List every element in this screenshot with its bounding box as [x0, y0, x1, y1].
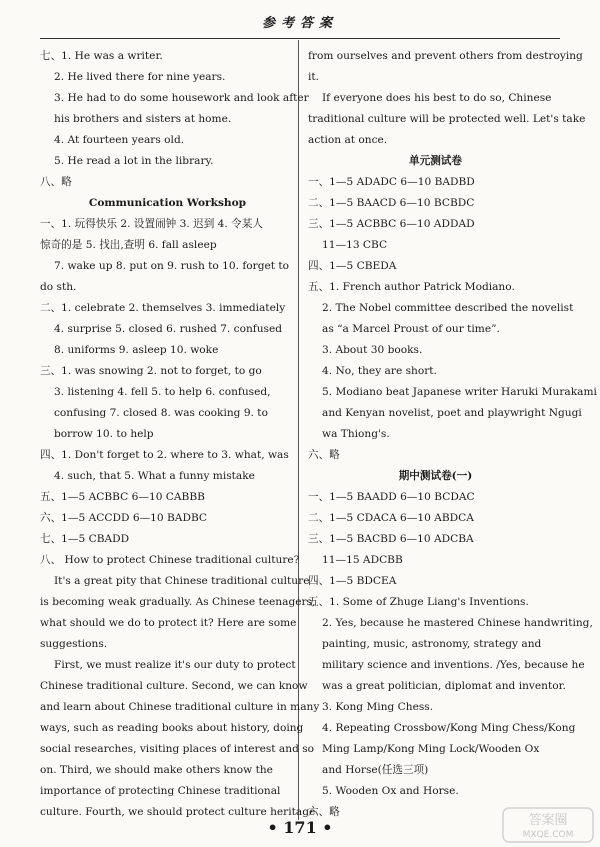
right-line: 3. Kong Ming Chess.: [322, 701, 434, 713]
left-line: suggestions.: [40, 638, 108, 650]
page-header: 参考答案: [261, 16, 338, 31]
left-line: 4. At fourteen years old.: [54, 134, 185, 146]
left-line: 五、1—5 ACBBC 6—10 CABBB: [40, 491, 205, 503]
left-line: 3. listening 4. fell 5. to help 6. confused,: [54, 386, 271, 398]
left-line: borrow 10. to help: [54, 428, 154, 440]
right-line: 六、略: [308, 806, 340, 818]
left-line: confusing 7. closed 8. was cooking 9. to: [54, 407, 268, 419]
right-line: traditional culture will be protected well. Let's take: [308, 113, 586, 125]
right-line: and Horse(任选三项): [322, 764, 429, 776]
left-line: 惊奇的是 5. 找出,查明 6. fall asleep: [40, 239, 217, 251]
right-line: 二、1—5 CDACA 6—10 ABDCA: [308, 512, 474, 524]
right-column: [308, 46, 597, 823]
right-line: 4. Repeating Crossbow/Kong Ming Chess/Kong: [322, 722, 576, 734]
left-line: 5. He read a lot in the library.: [54, 155, 214, 167]
left-line: his brothers and sisters at home.: [54, 113, 232, 125]
right-line: 一、1—5 BAADD 6—10 BCDAC: [308, 491, 475, 503]
left-line: 六、1—5 ACCDD 6—10 BADBC: [40, 512, 208, 524]
left-line: 4. such, that 5. What a funny mistake: [54, 470, 255, 482]
left-line: It's a great pity that Chinese traditional culture: [54, 575, 310, 587]
svg-text:答案圈: 答案圈: [528, 813, 568, 828]
left-line: 四、1. Don't forget to 2. where to 3. what, was: [40, 449, 289, 461]
right-line: 一、1—5 ADADC 6—10 BADBD: [308, 176, 475, 188]
right-line: from ourselves and prevent others from destroying: [308, 50, 583, 62]
left-line: and learn about Chinese traditional culture in many: [40, 701, 320, 713]
right-line: as “a Marcel Proust of our time”.: [322, 323, 500, 335]
right-line: 三、1—5 ACBBC 6—10 ADDAD: [308, 218, 475, 230]
right-line: 二、1—5 BAACD 6—10 BCBDC: [308, 197, 475, 209]
left-line: 3. He had to do some housework and look after: [54, 92, 309, 104]
watermark-logo: [502, 807, 594, 843]
right-line: 期中测试卷(一): [398, 470, 473, 482]
left-column: [40, 46, 320, 823]
right-line: 五、1. Some of Zhuge Liang's Inventions.: [308, 596, 529, 608]
left-line: 八、略: [40, 176, 72, 188]
left-line: 三、1. was snowing 2. not to forget, to go: [40, 365, 262, 377]
left-line: culture. Fourth, we should protect culture heritage: [40, 806, 316, 818]
left-line: 2. He lived there for nine years.: [54, 71, 226, 83]
left-line: do sth.: [40, 281, 77, 293]
right-line: 3. About 30 books.: [322, 344, 423, 356]
right-line: it.: [308, 71, 320, 83]
right-line: action at once.: [308, 134, 388, 146]
right-line: 四、1—5 CBEDA: [308, 260, 397, 272]
left-line: 7. wake up 8. put on 9. rush to 10. forget to: [54, 260, 290, 272]
left-line: is becoming weak gradually. As Chinese teenagers,: [40, 596, 316, 608]
right-line: 5. Wooden Ox and Horse.: [322, 785, 459, 797]
left-line: 8. uniforms 9. asleep 10. woke: [54, 344, 219, 356]
svg-text:MXQE.COM: MXQE.COM: [522, 830, 574, 840]
right-line: and Kenyan novelist, poet and playwright Ngugi: [322, 407, 582, 419]
right-line: painting, music, astronomy, strategy and: [322, 638, 542, 650]
page-number: • 171 •: [267, 818, 333, 837]
left-line: importance of protecting Chinese traditional: [40, 785, 281, 797]
left-line: First, we must realize it's our duty to protect: [54, 659, 296, 671]
left-line: 4. surprise 5. closed 6. rushed 7. confused: [54, 323, 283, 335]
right-line: wa Thiong's.: [322, 428, 390, 440]
right-line: 4. No, they are short.: [322, 365, 437, 377]
right-line: 11—15 ADCBB: [322, 554, 403, 566]
right-line: 2. Yes, because he mastered Chinese handwriting,: [322, 617, 593, 629]
left-line: Communication Workshop: [88, 197, 247, 209]
right-line: Ming Lamp/Kong Ming Lock/Wooden Ox: [322, 743, 540, 755]
right-line: 六、略: [308, 449, 340, 461]
left-line: 二、1. celebrate 2. themselves 3. immediately: [40, 302, 286, 314]
left-line: 八、 How to protect Chinese traditional culture?: [40, 554, 300, 566]
right-line: 五、1. French author Patrick Modiano.: [308, 281, 515, 293]
right-line: 2. The Nobel committee described the novelist: [322, 302, 574, 314]
right-line: If everyone does his best to do so, Chinese: [322, 92, 552, 104]
right-line: 四、1—5 BDCEA: [308, 575, 397, 587]
header-rule: [40, 38, 560, 39]
left-line: 一、1. 玩得快乐 2. 设置闹钟 3. 迟到 4. 令某人: [40, 218, 263, 230]
left-line: ways, such as reading books about history, doing: [40, 722, 304, 734]
left-line: social researches, visiting places of interest and so: [40, 743, 315, 755]
left-line: 七、1. He was a writer.: [40, 50, 163, 62]
left-line: 七、1—5 CBADD: [40, 533, 130, 545]
right-line: 11—13 CBC: [322, 239, 388, 251]
right-line: 单元测试卷: [409, 155, 462, 167]
right-line: was a great politician, diplomat and inventor.: [322, 680, 566, 692]
left-line: on. Third, we should make others know the: [40, 764, 273, 776]
left-line: what should we do to protect it? Here are some: [40, 617, 297, 629]
right-line: 5. Modiano beat Japanese writer Haruki Murakami: [322, 386, 597, 398]
right-line: military science and inventions. /Yes, because he: [322, 659, 585, 671]
left-line: Chinese traditional culture. Second, we can know: [40, 680, 308, 692]
right-line: 三、1—5 BACBD 6—10 ADCBA: [308, 533, 474, 545]
